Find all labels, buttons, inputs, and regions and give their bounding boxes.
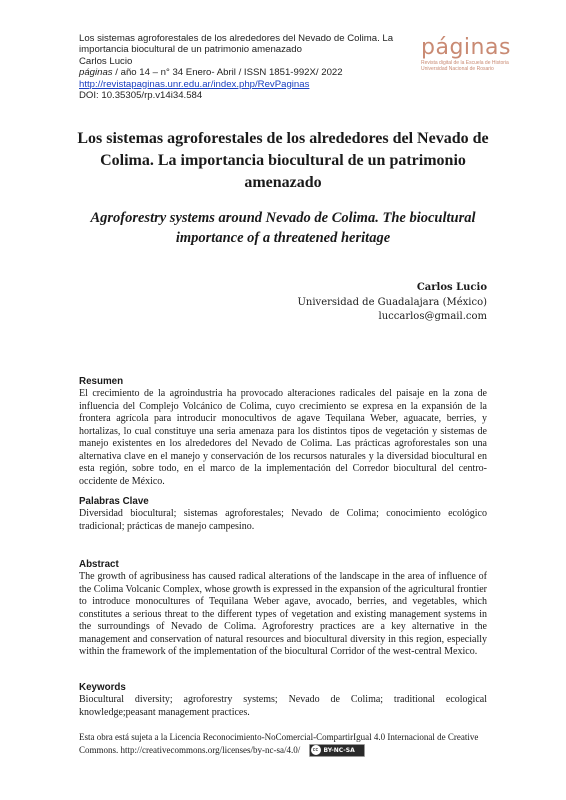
palabras-clave-text: Diversidad biocultural; sistemas agroforestales; Nevado de Colima; conocimiento ecológico tradicional; prácticas de manejo campesino. — [79, 508, 487, 532]
keywords-heading: Keywords — [79, 682, 126, 693]
logo-subtitle-2: Universidad Nacional de Rosario — [421, 66, 494, 72]
citation-author: Carlos Lucio — [79, 55, 133, 67]
author-affiliation: Universidad de Guadalajara (México) — [297, 296, 487, 308]
citation-journal — [79, 67, 424, 78]
logo-subtitle-1: Revista digital de la Escuela de Historia — [421, 60, 509, 66]
citation-title: Los sistemas agroforestales de los alrededores del Nevado de Colima. La importancia biocultural de un patrimonio amenazado — [79, 33, 394, 56]
resumen-heading: Resumen — [79, 376, 124, 387]
journal-url-link[interactable]: http://revistapaginas.unr.edu.ar/index.php/RevPaginas — [79, 78, 310, 90]
license-footer — [79, 731, 489, 757]
article-subtitle: Agroforestry systems around Nevado de Colima. The biocultural importance of a threatened heritage — [90, 210, 476, 246]
journal-logo — [421, 28, 531, 80]
author-email: luccarlos@gmail.com — [378, 311, 487, 322]
cc-license-badge[interactable] — [309, 744, 365, 757]
journal-issue: / año 14 – n° 34 Enero- Abril / ISSN 1851-992X/ 2022 — [112, 67, 343, 79]
journal-name: páginas — [79, 67, 113, 79]
palabras-clave-section — [79, 496, 487, 533]
resumen-section — [79, 376, 487, 488]
abstract-text: The growth of agribusiness has caused radical alterations of the landscape in the area of influence of the Colima Volcanic Complex, whose growth is expressed in the expansion of the agricultural frontier to introduce monocultures of Tequilana Weber agave, avocado, berries, and vegetables, which constitutes a serious threat to the different types of vegetation and existing management systems in the surroundings of Nevado de Colima. Agroforestry practices are a key alternative in the management and conservation of natural resources and biocultural diversity in this region, especially within the framework of the implementation of the biocultural Corridor of the west-central Mexico. — [79, 571, 487, 657]
citation-header — [79, 33, 424, 101]
cc-badge-text: BY-NC-SA — [323, 747, 355, 755]
doi: DOI: 10.35305/rp.v14i34.584 — [79, 90, 203, 102]
logo-word: páginas — [421, 35, 511, 60]
article-title: Los sistemas agroforestales de los alrededores del Nevado de Colima. La importancia biocultural de un patrimonio amenazado — [77, 130, 489, 191]
abstract-section — [79, 559, 487, 659]
author-name: Carlos Lucio — [416, 282, 487, 293]
abstract-heading: Abstract — [79, 559, 119, 570]
author-block — [187, 281, 487, 325]
keywords-text: Biocultural diversity; agroforestry systems; Nevado de Colima; traditional ecological knowledge;peasant management practices. — [79, 694, 487, 718]
palabras-clave-heading: Palabras Clave — [79, 496, 149, 507]
cc-icon: cc — [311, 745, 321, 755]
resumen-text: El crecimiento de la agroindustria ha provocado alteraciones radicales del paisaje en la zona de influencia del Complejo Volcánico de Colima, cuyo crecimiento se expresa en la expansión de la frontera agrícola para introducir monocultivos de agave Tequilana Weber, aguacate, berries, y hortalizas, lo cual constituye una seria amenaza para los distintos tipos de vegetación y sistemas de manejo existentes en los alrededores del Nevado de Colima. Las prácticas agroforestales son una alternativa clave en el manejo y conservación de los recursos naturales y la diversidad biocultural en esta región, sobre todo, en el marco de la implementación del Corredor biocultural del centro-occidente de México. — [79, 388, 487, 487]
license-text: Esta obra está sujeta a la Licencia Reconocimiento-NoComercial-CompartirIgual 4.0 Internacional de Creative Commons. http://creativecommons.org/licenses/by-nc-sa/4.0/ — [79, 732, 479, 755]
keywords-section — [79, 682, 487, 719]
